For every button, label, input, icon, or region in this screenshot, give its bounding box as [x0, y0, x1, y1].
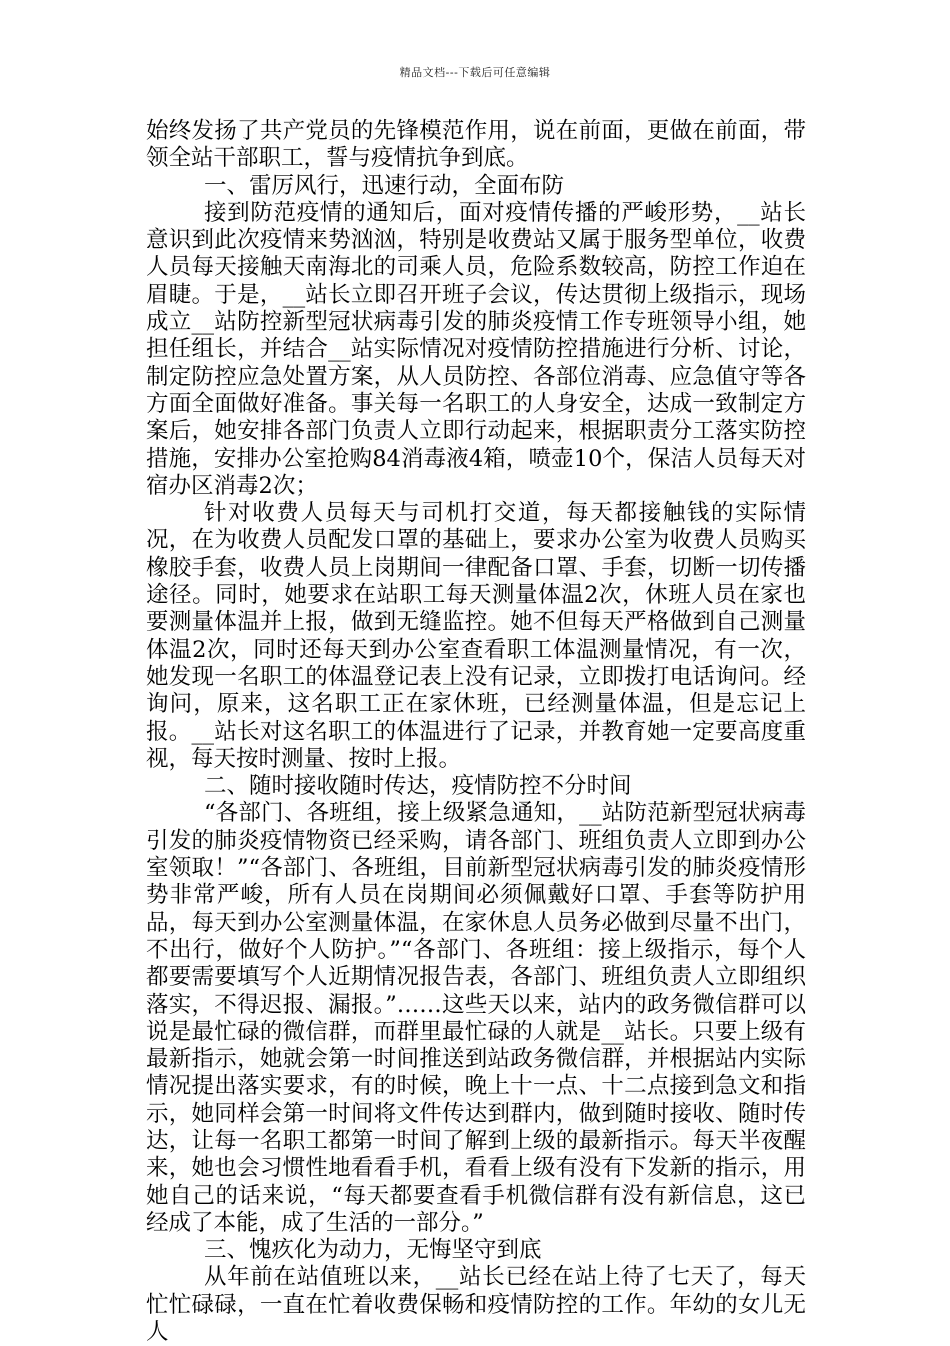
section-heading-3: 三、愧疚化为动力，无悔坚守到底 [204, 1237, 542, 1264]
paragraph-section-1-a: 接到防范疫情的通知后，面对疫情传播的严峻形势，__站长意识到此次疫情来势汹汹，特别是收费站又属于服务型单位，收费人员每天接触天南海北的司乘人员，危险系数较高，防控工作迫在眉睫。于是，__站长立即召开班子会议，传达贯彻上级指示，现场成立__站防控新型冠状病毒引发的肺炎疫情工作专班领导小组，她担任组长，并结合__站实际情况对疫情防控措施进行分析、讨论，制定防控应急处置方案，从人员防控、各部位消毒、应急值守等各方面全面做好准备。事关每一名职工的人身安全，达成一致制定方案后，她安排各部门负责人立即行动起来，根据职责分工落实防控措施，安排办公室抢购84消毒液4箱，喷壶10个，保洁人员每天对宿办区消毒2次； [146, 199, 806, 499]
paragraph-intro: 始终发扬了共产党员的先锋模范作用，说在前面，更做在前面，带领全站干部职工，誓与疫情抗争到底。 [146, 118, 806, 172]
section-heading-1: 一、雷厉风行，迅速行动，全面布防 [204, 172, 565, 199]
paragraph-section-3: 从年前在站值班以来，__站长已经在站上待了七天了，每天忙忙碌碌，一直在忙着收费保畅和疫情防控的工作。年幼的女儿无人 [146, 1264, 806, 1346]
section-heading-2: 二、随时接收随时传达，疫情防控不分时间 [204, 773, 632, 800]
page-header-watermark: 精品文档---下载后可任意编辑 [399, 66, 551, 79]
paragraph-section-1-b: 针对收费人员每天与司机打交道，每天都接触钱的实际情况，在为收费人员配发口罩的基础上，要求办公室为收费人员购买橡胶手套，收费人员上岗期间一律配备口罩、手套，切断一切传播途径。同时，她要求在站职工每天测量体温2次，休班人员在家也要测量体温并上报，做到无缝监控。她不但每天严格做到自己测量体温2次，同时还每天到办公室查看职工体温测量情况，有一次，她发现一名职工的体温登记表上没有记录，立即拨打电话询问。经询问，原来，这名职工正在家休班，已经测量体温，但是忘记上报。__站长对这名职工的体温进行了记录，并教育她一定要高度重视，每天按时测量、按时上报。 [146, 500, 806, 772]
document-body [146, 118, 806, 1346]
paragraph-section-2: “各部门、各班组，接上级紧急通知，__站防范新型冠状病毒引发的肺炎疫情物资已经采购，请各部门、班组负责人立即到办公室领取！”“各部门、各班组，目前新型冠状病毒引发的肺炎疫情形势非常严峻，所有人员在岗期间必须佩戴好口罩、手套等防护用品，每天到办公室测量体温，在家休息人员务必做到尽量不出门，不出行，做好个人防护。”“各部门、各班组：接上级指示，每个人都要需要填写个人近期情况报告表，各部门、班组负责人立即组织落实，不得迟报、漏报。”……这些天以来，站内的政务微信群可以说是最忙碌的微信群，而群里最忙碌的人就是__站长。只要上级有最新指示，她就会第一时间推送到站政务微信群，并根据站内实际情况提出落实要求，有的时候，晚上十一点、十二点接到急文和指示，她同样会第一时间将文件传达到群内，做到随时接收、随时传达，让每一名职工都第一时间了解到上级的最新指示。每天半夜醒来，她也会习惯性地看看手机，看看上级有没有下发新的指示，用她自己的话来说，“每天都要查看手机微信群有没有新信息，这已经成了本能，成了生活的一部分。” [146, 800, 806, 1236]
